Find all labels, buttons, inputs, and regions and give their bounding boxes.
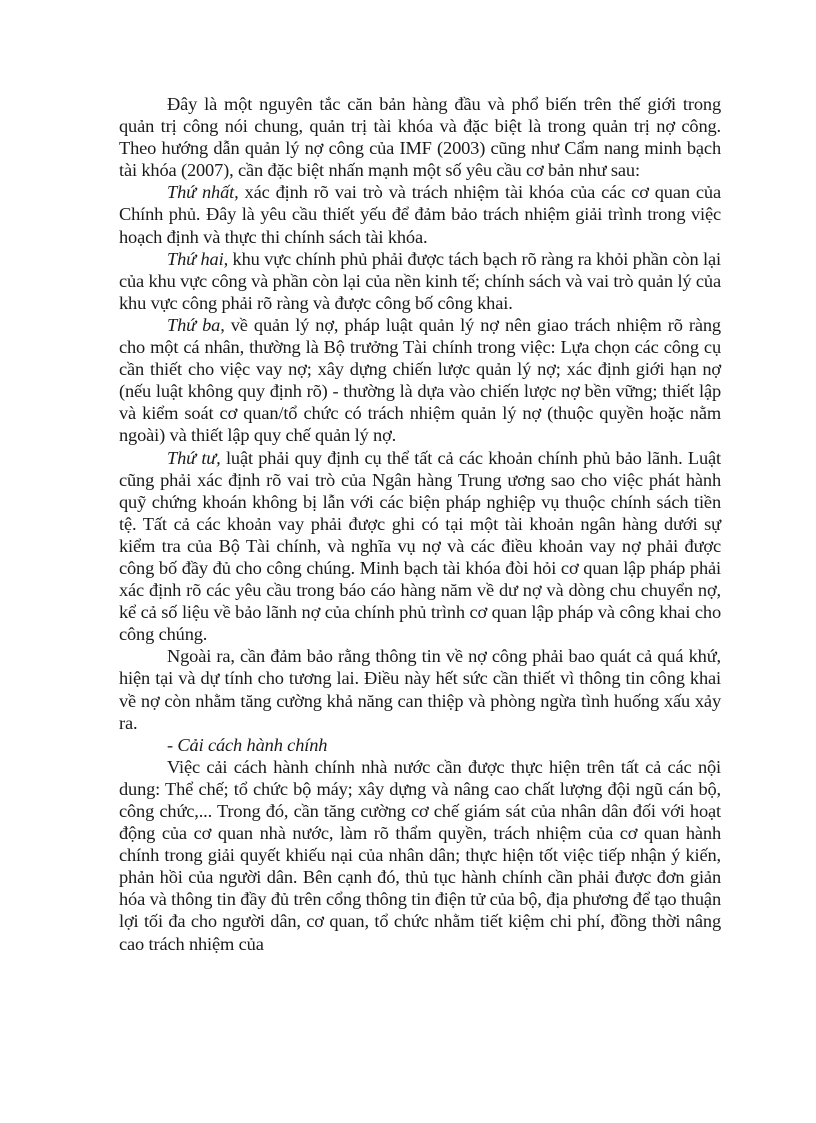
paragraph-intro [119,93,721,181]
paragraph-third-point [119,314,721,447]
paragraph-text: Ngoài ra, cần đảm bảo rằng thông tin về nợ công phải bao quát cả quá khứ, hiện tại và dự tính cho tương lai. Điều này hết sức cần thiết vì thông tin công khai về nợ còn nhằm tăng cường khả năng can thiệp và phòng ngừa tình huống xấu xảy ra. [119,646,721,733]
paragraph-text: luật phải quy định cụ thể tất cả các khoản chính phủ bảo lãnh. Luật cũng phải xác định rõ vai trò của Ngân hàng Trung ương sao cho việc phát hành quỹ chứng khoán không bị lẫn với các biện pháp nghiệp vụ thuộc chính sách tiền tệ. Tất cả các khoản vay phải được ghi có tại một tài khoản ngân hàng dưới sự kiểm tra của Bộ Tài chính, và nghĩa vụ nợ và các điều khoản vay nợ phải được công bố đầy đủ cho công chúng. Minh bạch tài khóa đòi hỏi cơ quan lập pháp phải xác định rõ các yêu cầu trong báo cáo hàng năm về dư nợ và dòng chu chuyển nợ, kể cả số liệu về bảo lãnh nợ của chính phủ trình cơ quan lập pháp và công khai cho công chúng. [119,447,721,645]
paragraph-text: Việc cải cách hành chính nhà nước cần được thực hiện trên tất cả các nội dung: Thể chế; tổ chức bộ máy; xây dựng và nâng cao chất lượng đội ngũ cán bộ, công chức,... Trong đó, cần tăng cường cơ chế giám sát của nhân dân đối với hoạt động của cơ quan nhà nước, làm rõ thẩm quyền, trách nhiệm của cơ quan hành chính trong giải quyết khiếu nại của nhân dân; thực hiện tốt việc tiếp nhận ý kiến, phản hồi của người dân. Bên cạnh đó, thủ tục hành chính cần phải được đơn giản hóa và thông tin đầy đủ trên cổng thông tin điện tử của bộ, địa phương để tạo thuận lợi tối đa cho người dân, cơ quan, tổ chức nhằm tiết kiệm chi phí, đồng thời nâng cao trách nhiệm của [119,756,721,954]
paragraph-besides [119,645,721,733]
paragraph-text: về quản lý nợ, pháp luật quản lý nợ nên giao trách nhiệm rõ ràng cho một cá nhân, thường là Bộ trưởng Tài chính trong việc: Lựa chọn các công cụ cần thiết cho việc vay nợ; xây dựng chiến lược quản lý nợ; xác định giới hạn nợ (nếu luật không quy định rõ) - thường là dựa vào chiến lược nợ bền vững; thiết lập và kiểm soát cơ quan/tổ chức có trách nhiệm quản lý nợ (thuộc quyền hoặc nằm ngoài) và thiết lập quy chế quản lý nợ. [119,314,721,446]
paragraph-lead: Thứ nhất, [167,182,239,203]
paragraph-text: khu vực chính phủ phải được tách bạch rõ ràng ra khỏi phần còn lại của khu vực công và phần còn lại của nền kinh tế; chính sách và vai trò quản lý của khu vực công phải rõ ràng và được công bố công khai. [119,248,721,313]
paragraph-lead: Thứ ba, [167,314,225,335]
section-heading: - Cải cách hành chính [167,734,328,755]
paragraph-second-point [119,248,721,314]
paragraph-text: Đây là một nguyên tắc căn bản hàng đầu và phổ biến trên thế giới trong quản trị công nói chung, quản trị tài khóa và đặc biệt là trong quản trị nợ công. Theo hướng dẫn quản lý nợ công của IMF (2003) cũng như Cẩm nang minh bạch tài khóa (2007), cần đặc biệt nhấn mạnh một số yêu cầu cơ bản như sau: [119,94,721,181]
paragraph-fourth-point [119,447,721,646]
paragraph-lead: Thứ hai, [167,248,229,269]
paragraph-lead: Thứ tư, [167,447,221,468]
paragraph-first-point [119,181,721,247]
paragraph-text: xác định rõ vai trò và trách nhiệm tài khóa của các cơ quan của Chính phủ. Đây là yêu cầu thiết yếu để đảm bảo trách nhiệm giải trình trong việc hoạch định và thực thi chính sách tài khóa. [119,182,721,247]
paragraph-administrative-reform [119,756,721,955]
document-page [119,93,721,955]
